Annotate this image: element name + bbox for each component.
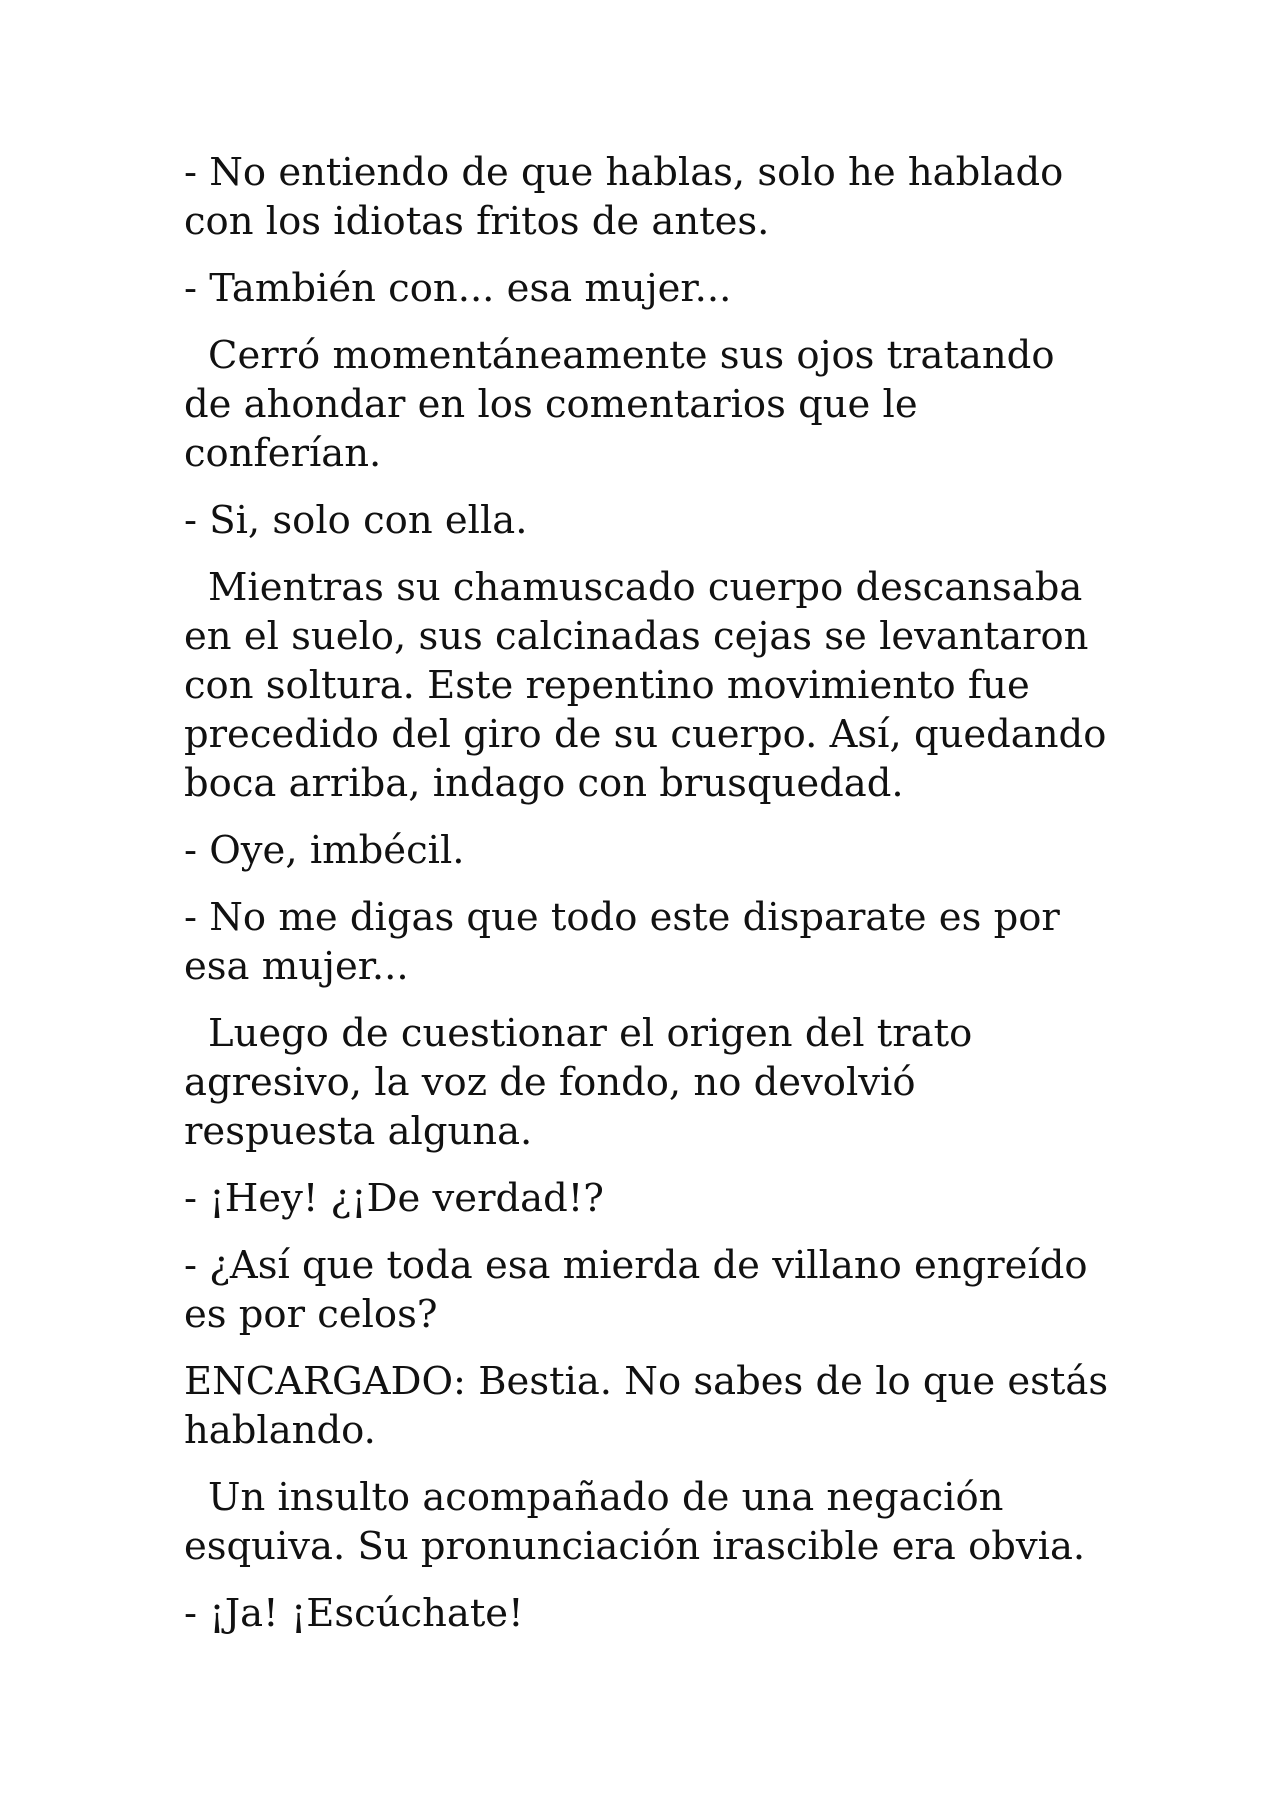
text-body — [184, 148, 1114, 1656]
paragraph-6: - Oye, imbécil. — [184, 828, 465, 873]
paragraph-13: - ¡Ja! ¡Escúchate! — [184, 1591, 524, 1636]
paragraph-5: Mientras su chamuscado cuerpo descansaba en el suelo, sus calcinadas cejas se levantaron con soltura. Este repentino movimiento fue precedido del giro de su cuerpo. Así, quedando boca arriba, indago con brusquedad. — [184, 565, 1107, 806]
paragraph-1: - No entiendo de que hablas, solo he hablado con los idiotas fritos de antes. — [184, 150, 1064, 244]
paragraph-11: ENCARGADO: Bestia. No sabes de lo que estás hablando. — [184, 1359, 1109, 1453]
paragraph-7: - No me digas que todo este disparate es por esa mujer... — [184, 895, 1060, 989]
paragraph-2: - También con... esa mujer... — [184, 266, 732, 311]
paragraph-10: - ¿Así que toda esa mierda de villano engreído es por celos? — [184, 1243, 1088, 1337]
paragraph-8: Luego de cuestionar el origen del trato agresivo, la voz de fondo, no devolvió respuesta alguna. — [184, 1011, 973, 1154]
paragraph-9: - ¡Hey! ¿¡De verdad!? — [184, 1176, 604, 1221]
paragraph-4: - Si, solo con ella. — [184, 498, 528, 543]
paragraph-12: Un insulto acompañado de una negación esquiva. Su pronunciación irascible era obvia. — [184, 1475, 1086, 1569]
paragraph-3: Cerró momentáneamente sus ojos tratando de ahondar en los comentarios que le conferían. — [184, 333, 1055, 476]
